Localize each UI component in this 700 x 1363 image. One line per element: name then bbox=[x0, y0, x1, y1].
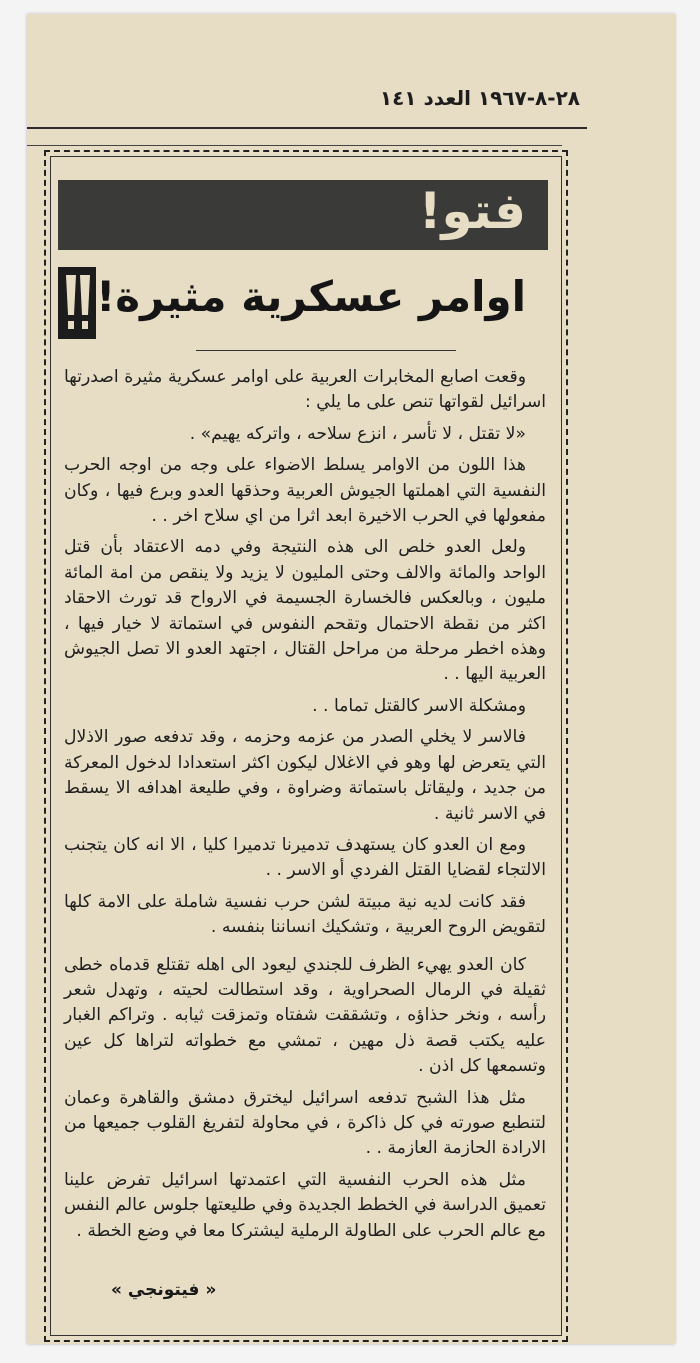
paragraph: ومشكلة الاسر كالقتل تماما . . bbox=[312, 695, 526, 716]
article-body bbox=[64, 365, 546, 1250]
paragraph: مثل هذه الحرب النفسية التي اعتمدتها اسرائيل تفرض علينا تعميق الدراسة في الخطط الجديدة وفي طليعتها جلوس عالم النفس مع عالم الحرب على الطاولة الرملية ليشتركا معا في وضع الخطة . bbox=[64, 1169, 546, 1241]
exclamation-graphic bbox=[58, 267, 96, 339]
paragraph: ومع ان العدو كان يستهدف تدميرنا تدميرا كليا ، الا انه كان يتجنب الالتجاء لقضايا القتل الفردي أو الاسر . . bbox=[64, 834, 546, 881]
author-signature: « فيتونجي » bbox=[111, 1280, 217, 1300]
top-rule-thin bbox=[27, 145, 562, 146]
paragraph: مثل هذا الشبح تدفعه اسرائيل ليخترق دمشق والقاهرة وعمان لتنطبع صورته في كل ذاكرة ، في محاولة لتفريغ القلوب جميعها من الارادة الحازمة العازمة . . bbox=[64, 1087, 546, 1159]
top-rule bbox=[27, 127, 587, 129]
newspaper-clipping bbox=[27, 14, 675, 1344]
article-frame bbox=[44, 150, 568, 1342]
paragraph: هذا اللون من الاوامر يسلط الاضواء على وجه من اوجه الحرب النفسية التي اهملتها الجيوش العربية وحذقها العدو وبرع فيها ، وكان مفعولها في الحرب الاخيرة ابعد اثرا من اي سلاح اخر . . bbox=[64, 455, 546, 527]
column-banner bbox=[58, 180, 548, 250]
paragraph: كان العدو يهيء الظرف للجندي ليعود الى اهله تقتلع قدماه خطى ثقيلة في الرمال الصحراوية ، وقد استطالت لحيته ، وتهدل شعر رأسه ، ونخر حذاؤه ، وتشققت شفتاه وتمزقت ثيابه . وتراكم الغبار عليه يكتب قصة ذل مهين ، تمشي مع خطواته لتراها كل عين وتسمعها كل اذن . bbox=[64, 954, 546, 1077]
issue-date-number: ٢٨-٨-١٩٦٧ العدد ١٤١ bbox=[379, 86, 580, 110]
paragraph: «لا تقتل ، لا تأسر ، انزع سلاحه ، واتركه يهيم» . bbox=[189, 423, 526, 444]
paragraph: فقد كانت لديه نية مبيتة لشن حرب نفسية شاملة على الامة كلها لتقويض الروح العربية ، وتشكيك انساننا بنفسه . bbox=[64, 891, 546, 938]
paragraph: وقعت اصابع المخابرات العربية على اوامر عسكرية مثيرة اصدرتها اسرائيل لقواتها تنص على ما يلي : bbox=[64, 367, 546, 413]
paragraph: فالاسر لا يخلي الصدر من عزمه وحزمه ، وقد تدفعه صور الاذلال التي يتعرض لها وهو في الاغلال ليكون اكثر استعدادا لدخول المعركة من جديد ، وليقاتل باستماتة وضراوة ، وفي طليعة اهدافه الا يسقط في الاسر ثانية . bbox=[64, 727, 546, 824]
column-name: فتو! bbox=[418, 182, 526, 240]
headline-rule bbox=[196, 350, 456, 351]
paragraph: ولعل العدو خلص الى هذه النتيجة وفي دمه الاعتقاد بأن قتل الواحد والمائة والالف وحتى المليون لا يزيد ولا ينقص من امة المائة مليون ، وبالعكس فالخسارة الجسيمة في الارواح قد تورث الاحقاد اكثر من نقطة الاحتمال وتقحم النفوس في استماتة لا خيار فيها ، وهذه اخطر مرحلة من مراحل القتال ، اجتهد العدو الا تصل الجيوش العربية اليها . . bbox=[64, 537, 546, 685]
headline: اوامر عسكرية مثيرة! bbox=[96, 272, 526, 321]
